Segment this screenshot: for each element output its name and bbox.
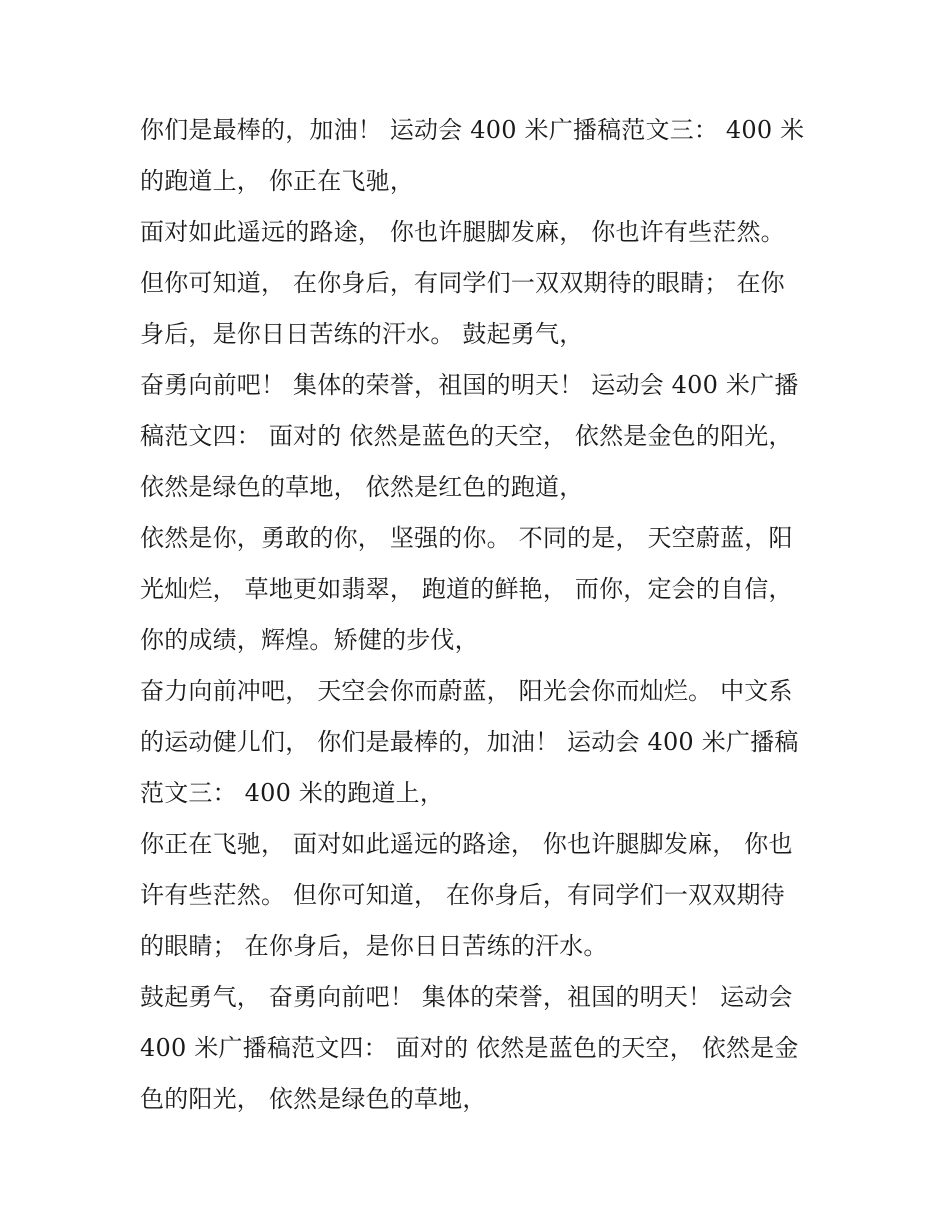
document-body xyxy=(140,105,820,1125)
text-line: 依然是你，勇敢的你， 坚强的你。 不同的是， 天空蔚蓝，阳 xyxy=(140,524,793,552)
text-line: 面对如此遥远的路途， 你也许腿脚发麻， 你也许有些茫然。 xyxy=(140,218,785,246)
text-line: 但你可知道， 在你身后，有同学们一双双期待的眼睛； 在你 xyxy=(140,269,785,297)
text-line: 的运动健儿们， 你们是最棒的，加油！ 运动会 400 米广播稿 xyxy=(140,728,799,756)
text-line: 鼓起勇气， 奋勇向前吧！ 集体的荣誉，祖国的明天！ 运动会 xyxy=(140,983,793,1011)
text-line: 身后，是你日日苦练的汗水。 鼓起勇气， xyxy=(140,320,584,348)
text-line: 的眼睛； 在你身后，是你日日苦练的汗水。 xyxy=(140,932,608,960)
text-line: 你们是最棒的，加油！ 运动会 400 米广播稿范文三： 400 米 xyxy=(140,116,805,144)
text-line: 你的成绩，辉煌。矫健的步伐， xyxy=(140,626,479,654)
text-line: 范文三： 400 米的跑道上， xyxy=(140,779,445,807)
text-line: 色的阳光， 依然是绿色的草地， xyxy=(140,1085,487,1113)
text-line: 许有些茫然。 但你可知道， 在你身后，有同学们一双双期待 xyxy=(140,881,785,909)
text-line: 光灿烂， 草地更如翡翠， 跑道的鲜艳， 而你，定会的自信， xyxy=(140,575,793,603)
text-line: 稿范文四： 面对的 依然是蓝色的天空， 依然是金色的阳光， xyxy=(140,422,793,450)
text-line: 你正在飞驰， 面对如此遥远的路途， 你也许腿脚发麻， 你也 xyxy=(140,830,793,858)
text-line: 奋力向前冲吧， 天空会你而蔚蓝， 阳光会你而灿烂。 中文系 xyxy=(140,677,793,705)
text-line: 400 米广播稿范文四： 面对的 依然是蓝色的天空， 依然是金 xyxy=(140,1034,799,1062)
text-line: 依然是绿色的草地， 依然是红色的跑道， xyxy=(140,473,584,501)
text-line: 的跑道上， 你正在飞驰， xyxy=(140,167,415,195)
text-line: 奋勇向前吧！ 集体的荣誉，祖国的明天！ 运动会 400 米广播 xyxy=(140,371,799,399)
